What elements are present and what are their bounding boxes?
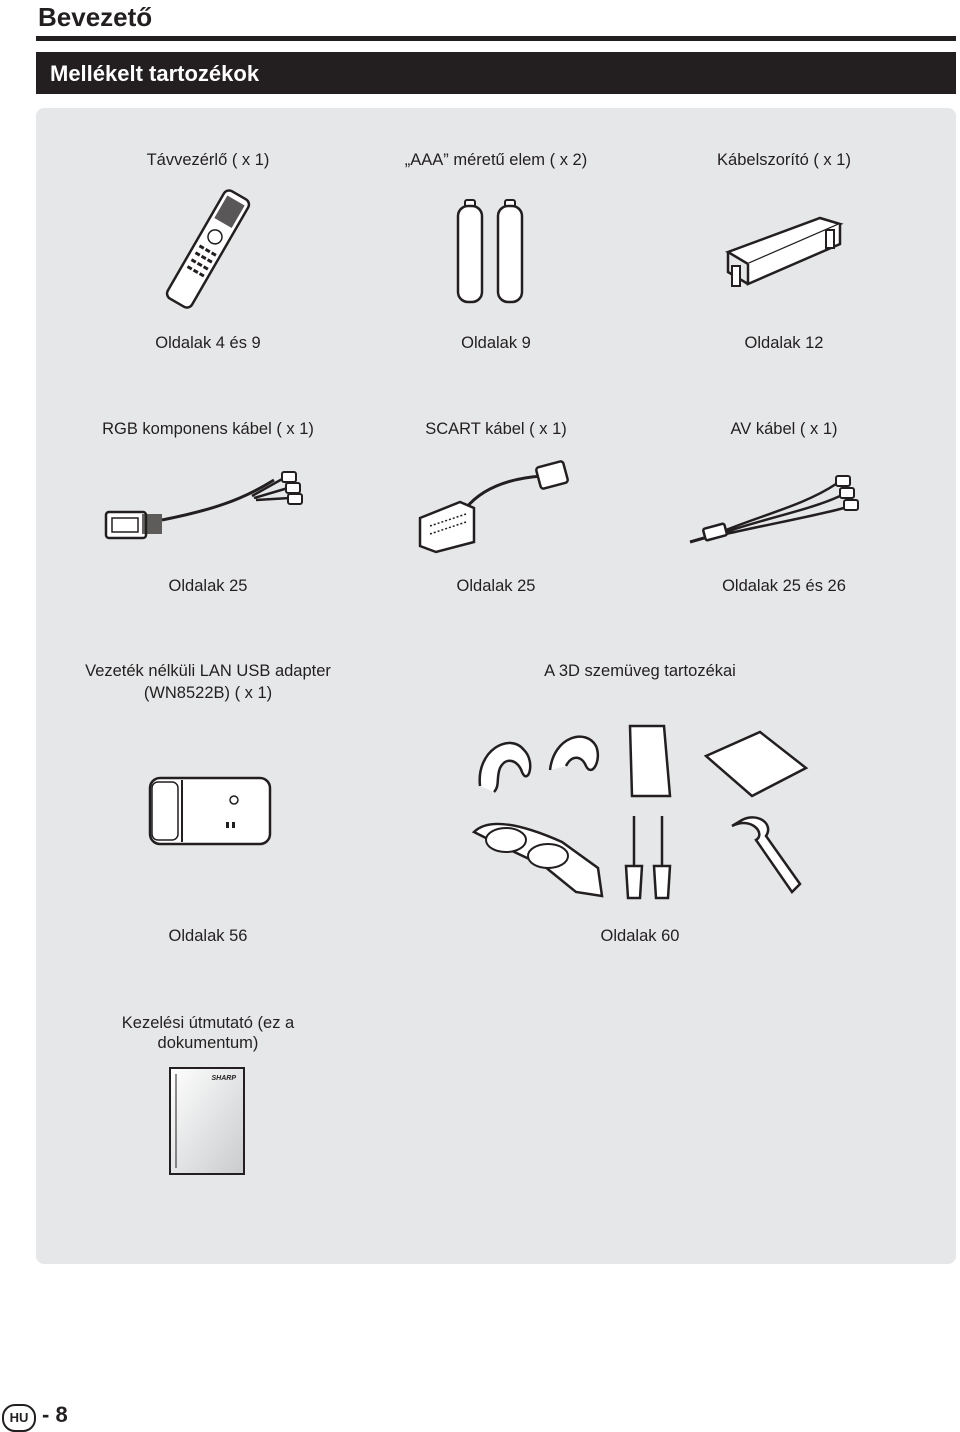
clamp-label: Kábelszorító ( x 1) bbox=[717, 151, 851, 169]
batteries-label: „AAA” méretű elem ( x 2) bbox=[404, 151, 588, 169]
av-cable-icon bbox=[686, 468, 878, 548]
rgb-cable-icon bbox=[102, 466, 317, 548]
batteries-pages: Oldalak 9 bbox=[461, 334, 531, 352]
wlan-label-line2: (WN8522B) ( x 1) bbox=[143, 684, 273, 702]
header-rule bbox=[36, 36, 956, 41]
remote-control-icon bbox=[148, 184, 268, 314]
battery-icon bbox=[456, 196, 536, 306]
remote-pages: Oldalak 4 és 9 bbox=[155, 334, 261, 352]
language-badge: HU bbox=[2, 1404, 36, 1432]
cable-clamp-icon bbox=[720, 208, 850, 293]
3d-glasses-icon bbox=[466, 716, 816, 906]
glasses-label: A 3D szemüveg tartozékai bbox=[544, 662, 736, 680]
scart-label: SCART kábel ( x 1) bbox=[425, 420, 567, 438]
manual-label-line2: dokumentum) bbox=[157, 1034, 259, 1052]
av-pages: Oldalak 25 és 26 bbox=[722, 577, 846, 595]
usb-adapter-icon bbox=[146, 772, 276, 852]
glasses-pages: Oldalak 60 bbox=[600, 927, 680, 945]
wlan-label-line1: Vezeték nélküli LAN USB adapter bbox=[85, 662, 331, 680]
av-label: AV kábel ( x 1) bbox=[730, 420, 838, 438]
rgb-pages: Oldalak 25 bbox=[168, 577, 248, 595]
wlan-pages: Oldalak 56 bbox=[168, 927, 248, 945]
manual-booklet-icon bbox=[168, 1066, 248, 1178]
manual-label-line1: Kezelési útmutató (ez a bbox=[121, 1014, 295, 1032]
brand-logo: SHARP bbox=[211, 1075, 236, 1082]
remote-label: Távvezérlő ( x 1) bbox=[146, 151, 270, 169]
scart-cable-icon bbox=[414, 456, 574, 556]
scart-pages: Oldalak 25 bbox=[456, 577, 536, 595]
chapter-title: Bevezető bbox=[38, 2, 153, 32]
clamp-pages: Oldalak 12 bbox=[744, 334, 824, 352]
section-title-bar: Mellékelt tartozékok bbox=[36, 52, 956, 94]
rgb-label: RGB komponens kábel ( x 1) bbox=[102, 420, 314, 438]
page-number: - 8 bbox=[42, 1402, 68, 1427]
